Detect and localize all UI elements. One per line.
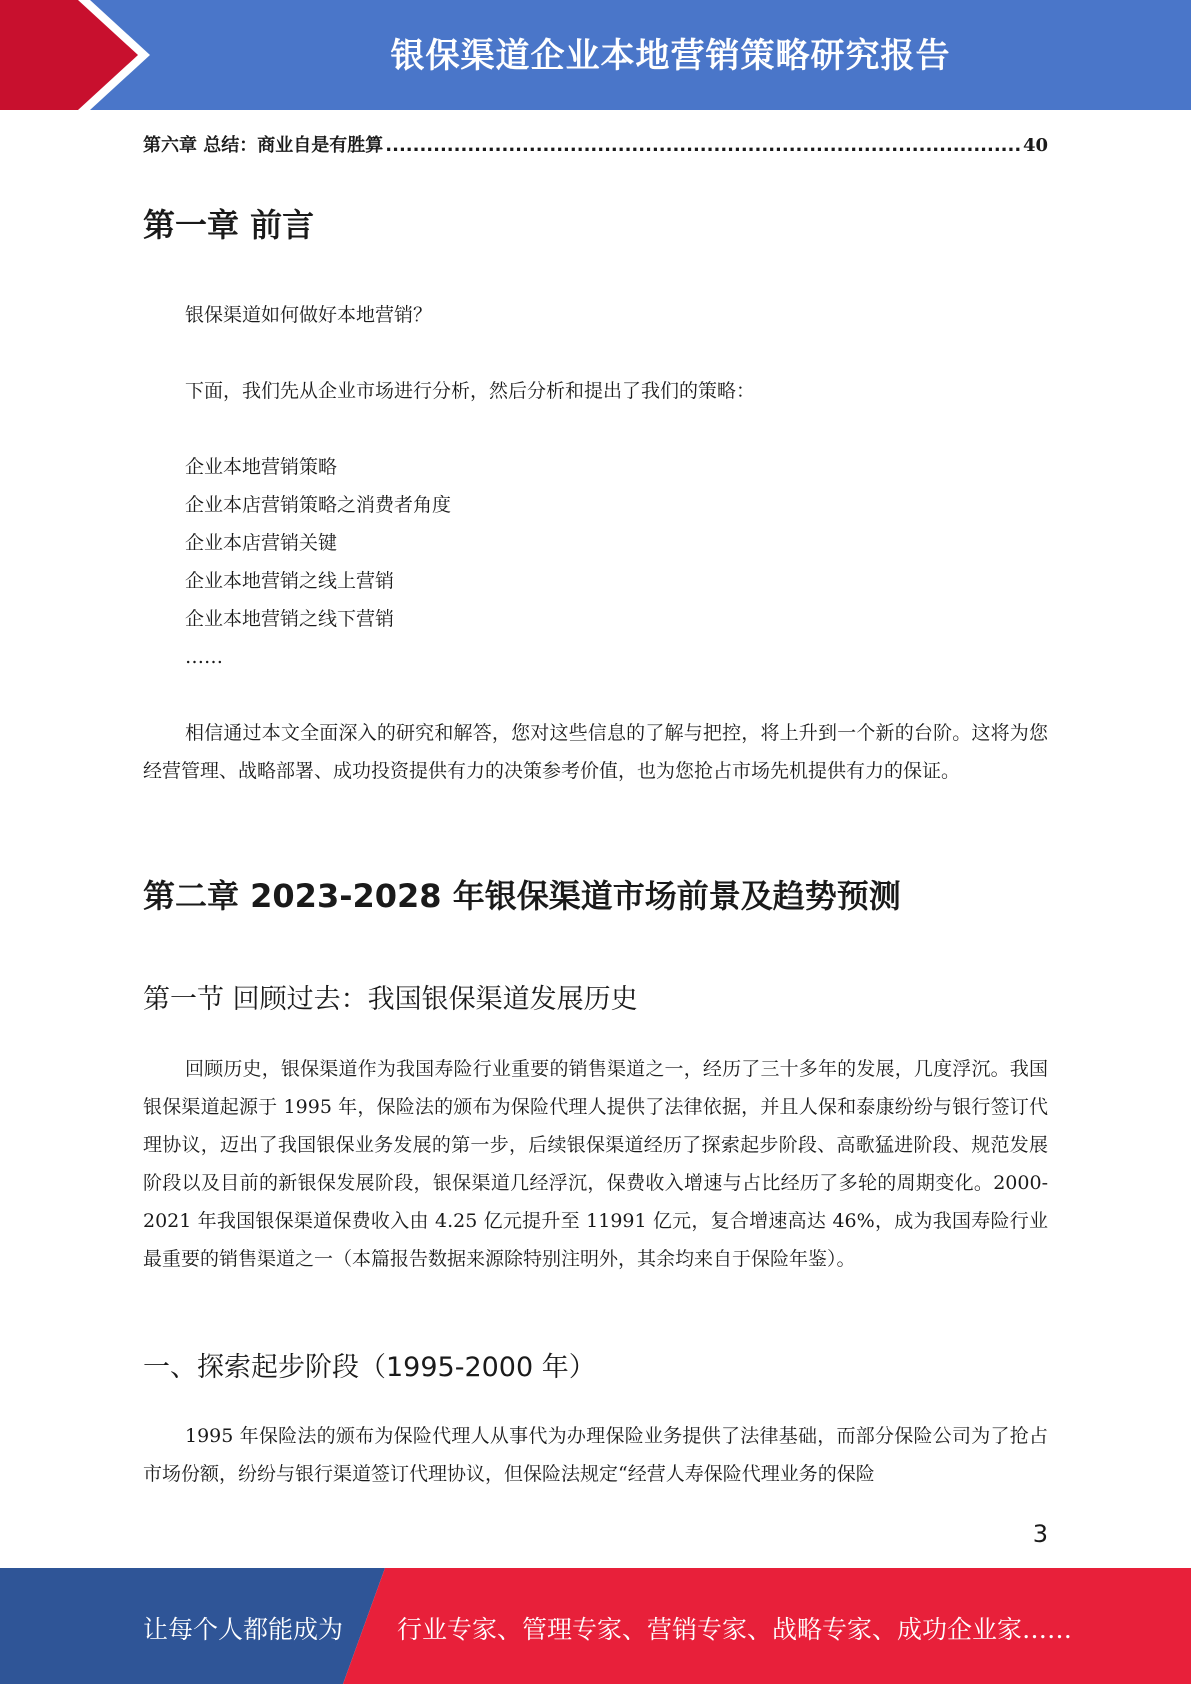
report-title: 银保渠道企业本地营销策略研究报告 <box>390 36 951 76</box>
toc-entry[interactable] <box>143 131 1048 157</box>
toc-entry-label: 第六章 总结：商业自是有胜算 <box>143 135 384 156</box>
list-item: 企业本店营销关键 <box>185 532 338 554</box>
chapter-1-conclusion: 相信通过本文全面深入的研究和解答，您对这些信息的了解与把控，将上升到一个新的台阶。这将为您经营管理、战略部署、成功投资提供有力的决策参考价值，也为您抢占市场先机提供有力的保证。 <box>143 722 1048 782</box>
page-footer <box>0 1568 1191 1684</box>
chapter-1-intro: 下面，我们先从企业市场进行分析，然后分析和提出了我们的策略： <box>185 380 756 402</box>
subsection-1-body: 1995 年保险法的颁布为保险代理人从事代为办理保险业务提供了法律基础，而部分保险公司为了抢占市场份额，纷纷与银行渠道签订代理协议，但保险法规定“经营人寿保险代理业务的保险 <box>143 1425 1048 1485</box>
list-item: 企业本地营销之线上营销 <box>185 570 395 592</box>
list-item: 企业本地营销策略 <box>185 456 338 478</box>
list-item: 企业本店营销策略之消费者角度 <box>185 494 452 516</box>
footer-slogan-left: 让每个人都能成为 <box>143 1615 344 1644</box>
header-arrow-decoration <box>0 0 160 110</box>
toc-leader-dots <box>385 135 1021 156</box>
page-number: 3 <box>1032 1520 1048 1548</box>
subsection-1-title: 一、探索起步阶段（1995-2000 年） <box>143 1352 596 1383</box>
list-item: …… <box>185 646 223 668</box>
footer-slogan-right: 行业专家、管理专家、营销专家、战略专家、成功企业家…… <box>397 1615 1073 1644</box>
chapter-2-title: 第二章 2023-2028 年银保渠道市场前景及趋势预测 <box>143 877 901 915</box>
page-header <box>0 0 1191 110</box>
strategy-list <box>185 448 451 676</box>
chapter-1-question: 银保渠道如何做好本地营销？ <box>185 304 433 326</box>
section-1-body: 回顾历史，银保渠道作为我国寿险行业重要的销售渠道之一，经历了三十多年的发展，几度浮沉。我国银保渠道起源于 1995 年，保险法的颁布为保险代理人提供了法律依据，并且人保和泰康纷纷与银行签订代理协议，迈出了我国银保业务发展的第一步，后续银保渠道经历了探索起步阶段、高歌猛进阶段、规范发展阶段以及目前的新银保发展阶段，银保渠道几经浮沉，保费收入增速与占比经历了多轮的周期变化。2000-2021 年我国银保渠道保费收入由 4.25 亿元提升至 11991 亿元，复合增速高达 46%，成为我国寿险行业最重要的销售渠道之一（本篇报告数据来源除特别注明外，其余均来自于保险年鉴）。 <box>143 1058 1048 1270</box>
section-1-title: 第一节 回顾过去：我国银保渠道发展历史 <box>143 984 638 1015</box>
list-item: 企业本地营销之线下营销 <box>185 608 395 630</box>
toc-page-number: 40 <box>1022 135 1048 156</box>
chapter-1-title: 第一章 前言 <box>143 206 315 244</box>
